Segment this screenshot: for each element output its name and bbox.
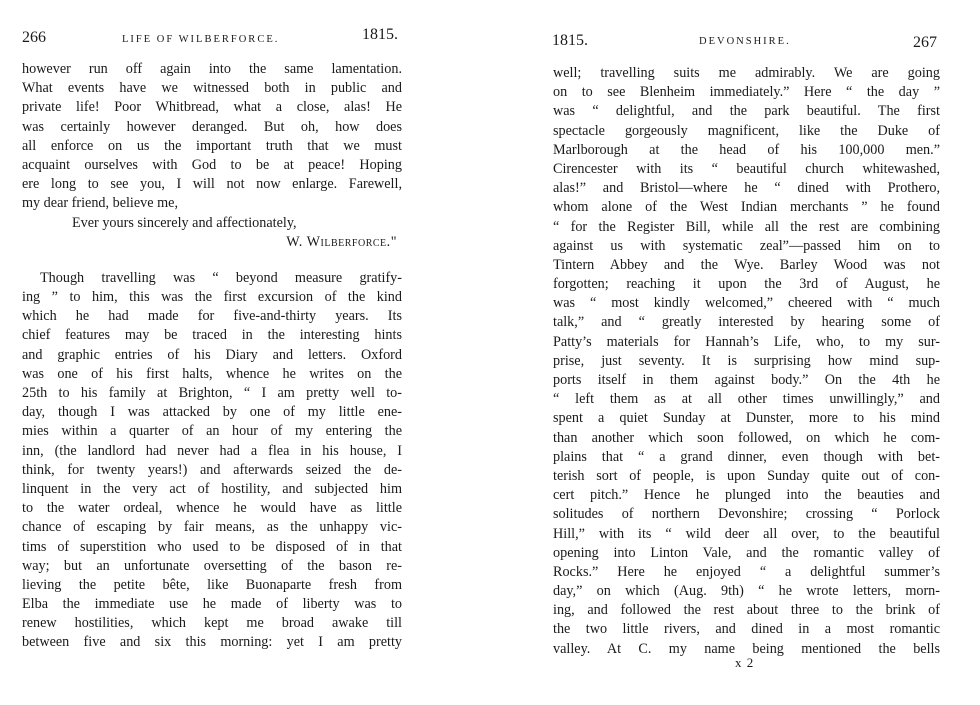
text-line: solitudes of northern Devonshire; crossing “ Porlock [553,506,940,523]
text-line: terish sort of people, is upon Sunday quite out of con- [553,467,940,484]
text-line: to the water ordeal, whence he would have as little [22,500,402,517]
right-page-header [545,26,950,50]
text-line: spectacle gorgeously magnificent, like the Duke of [553,122,940,139]
text-line: Tintern Abbey and the Wye. Barley Wood was not [553,256,940,273]
text-line: chief features may be traced in the interesting hints [22,327,402,344]
text-line: Though travelling was “ beyond measure gratify- [40,269,402,286]
text-line: however run off again into the same lamentation. [22,61,402,77]
text-line: spent a quiet Sunday at Dunster, more to his mind [553,410,940,427]
page-number: 266 [22,29,46,46]
text-line: Rocks.” Here he enjoyed “ a delightful summer’s [553,563,940,580]
left-page-text [22,60,402,653]
running-title: LIFE OF WILBERFORCE. [122,34,280,45]
text-line: Cirencester with its “ beautiful church whitewashed, [553,160,940,177]
text-line: think, for twenty years!) and afterwards seized the de- [22,461,402,478]
letter-signature [22,233,402,252]
text-line: Elba the immediate use he made of liberty was to [22,596,402,613]
running-title: DEVONSHIRE. [699,36,791,47]
page-year: 1815. [552,32,588,49]
text-line: than another which soon followed, on which he com- [553,429,940,446]
text-line: chance of escaping by fair means, as the unhappy vic- [22,519,402,536]
paragraph-gap [22,252,402,269]
text-line: which he had made for five-and-thirty years. Its [22,308,402,325]
text-line: inn, (the landlord had never had a flea in his house, I [22,442,402,459]
text-line: against us with systematic zeal”—passed him on to [553,237,940,254]
right-page-text [553,64,940,659]
signature-mark: x 2 [735,655,755,670]
text-line: ing, and followed the rest about three to the brink of [553,602,940,619]
text-line: What events have we witnessed both in public and [22,80,402,97]
text-line: acquaint ourselves with God to be at peace! Hoping [22,156,402,173]
text-line: tims of superstition who used to be disposed of in that [22,538,402,555]
letter-closing: Ever yours sincerely and affectionately, [72,214,297,231]
text-line: day, though I was attacked by one of my little ene- [22,404,402,421]
text-line: ing ” to him, this was the first excursion of the kind [22,289,402,306]
text-line: day,” on which (Aug. 9th) “ he wrote letters, morn- [553,583,940,600]
text-line: between five and six this morning: yet I am pretty [22,634,402,651]
text-line: cert pitch.” Hence he plunged into the beauties and [553,487,940,504]
text-line: was “ most kindly welcomed,” cheered with “ much [553,295,940,312]
right-page [545,0,950,705]
text-line: valley. At C. my name being mentioned the bells [553,640,940,657]
page-number: 267 [913,34,937,51]
left-page-header [0,26,420,50]
text-line: and graphic entries of his Diary and letters. Oxford [22,346,402,363]
text-line: Marlborough at the head of his 100,000 men.” [553,141,940,158]
text-line: mies within a quarter of an hour of my entering the [22,423,402,440]
text-line: was certainly however deranged. But oh, how does [22,118,402,135]
text-line: Patty’s materials for Hannah’s Life, who, to my sur- [553,333,940,350]
text-line: all enforce on us the important truth that we must [22,137,402,154]
text-line: plains that “ a grand dinner, even though with bet- [553,448,940,465]
text-line: ports itself in them against body.” On the 4th he [553,372,940,388]
text-line: whom alone of the West Indian merchants ” he found [553,199,940,216]
text-line: “ left them as at all other times unwillingly,” and [553,391,940,408]
text-line: my dear friend, believe me, [22,195,178,212]
signature-text: W. Wilberforce." [286,233,397,250]
text-line: the two little rivers, and dined in a most romantic [553,621,940,638]
text-line: opening into Linton Vale, and the romantic valley of [553,544,940,561]
text-line: prise, just seventy. It is surprising how mind sup- [553,352,940,369]
text-line: Hill,” with its “ wild deer all over, to the beautiful [553,525,940,542]
text-line: “ for the Register Bill, while all the rest are combining [553,218,940,235]
text-line: well; travelling suits me admirably. We are going [553,65,940,81]
text-line: renew hostilities, which kept me broad awake till [22,615,402,632]
text-line: 25th to his family at Brighton, “ I am pretty well to- [22,385,402,401]
text-line: was “ delightful, and the park beautiful. The first [553,103,940,120]
text-line: alas!” and Bristol—where he “ dined with Prothero, [553,180,940,197]
text-line: ere long to see you, I will not now enlarge. Farewell, [22,176,402,193]
text-line: talk,” and “ greatly interested by hearing some of [553,314,940,331]
text-line: on to see Blenheim immediately.” Here “ the day ” [553,84,940,101]
text-line: way; but an unfortunate oversetting of the bason re- [22,557,402,574]
text-line: lieving the petite bête, like Buonaparte fresh from [22,576,402,593]
text-line: private life! Poor Whitbread, what a close, alas! He [22,99,402,116]
text-line: forgotten; reaching it upon the 3rd of August, he [553,276,940,293]
text-line: was one of his first halts, whence he writes on the [22,365,402,382]
page-year: 1815. [362,26,398,43]
text-line: linquent in the very act of hostility, and subjected him [22,480,402,497]
left-page [0,0,420,705]
